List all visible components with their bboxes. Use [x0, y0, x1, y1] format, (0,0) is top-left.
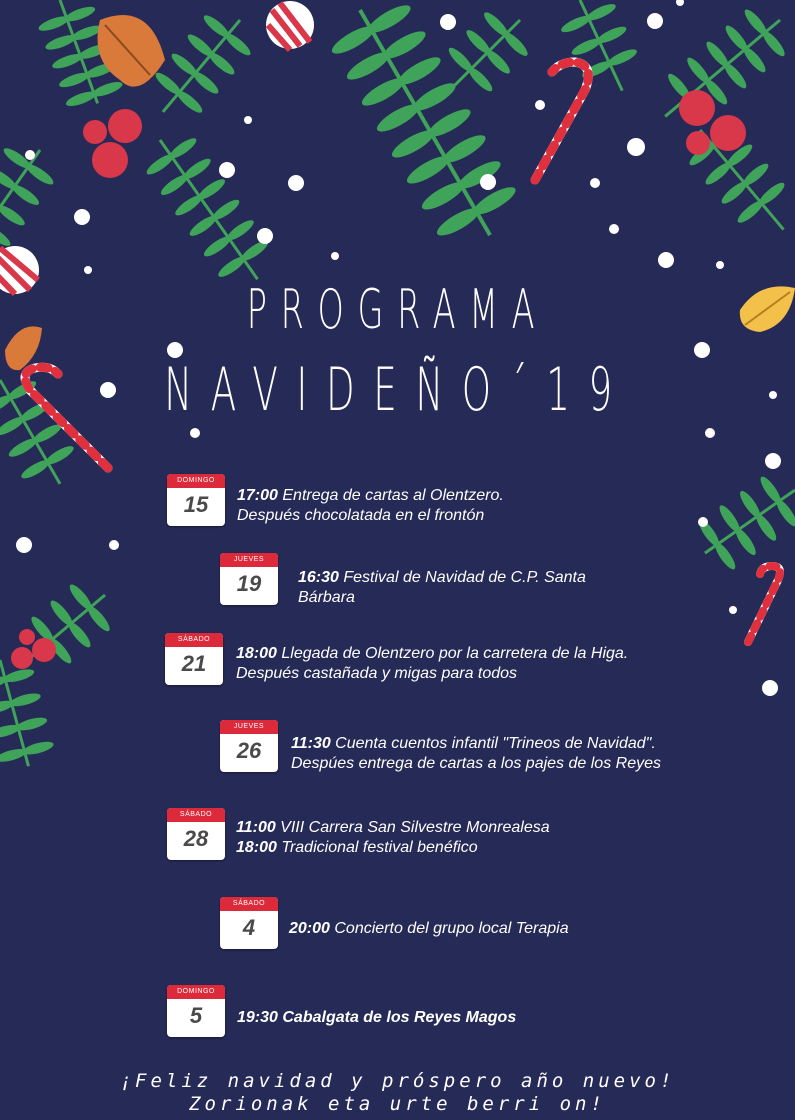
leaf-icon [740, 286, 795, 332]
calendar-icon [220, 720, 278, 772]
event-description: Festival de Navidad de C.P. Santa [338, 569, 586, 586]
event-description-line2: Bárbara [298, 589, 355, 606]
ornament-icon [0, 246, 39, 294]
event-text [291, 734, 661, 774]
calendar-icon [167, 808, 225, 860]
event-text [237, 1008, 516, 1028]
event-description: Cuenta cuentos infantil "Trineos de Navidad". [330, 735, 656, 752]
event-description: VIII Carrera San Silvestre Monrealesa [275, 819, 550, 836]
pine-branch-icon [553, 0, 650, 103]
event-text [236, 818, 550, 858]
leaf-icon [98, 15, 166, 87]
calendar-icon [220, 553, 278, 605]
event-description-line2: Despúes entrega de cartas a los pajes de los Reyes [291, 755, 661, 772]
calendar-weekday: DOMINGO [167, 985, 225, 999]
pine-branch-icon [135, 123, 282, 297]
calendar-day: 15 [183, 492, 209, 517]
calendar-weekday: JUEVES [220, 720, 278, 734]
event-description-line2: Después chocolatada en el frontón [237, 507, 485, 524]
title-line-1: PROGRAMA [246, 278, 549, 341]
event-description-line2: Tradicional festival benéfico [276, 839, 478, 856]
calendar-day: 4 [242, 915, 256, 940]
calendar-icon [167, 985, 225, 1037]
calendar-day: 5 [189, 1003, 203, 1028]
calendar-weekday: SÁBADO [167, 808, 225, 822]
calendar-day: 26 [236, 738, 262, 763]
event-time: 17:00 [237, 487, 278, 504]
candy-cane-icon [535, 62, 588, 180]
event-description: Cabalgata de los Reyes Magos [277, 1009, 517, 1026]
calendar-day: 19 [236, 571, 262, 596]
event-description-line2: Después castañada y migas para todos [236, 665, 518, 682]
calendar-weekday: DOMINGO [167, 474, 225, 488]
event-time: 11:00 [236, 819, 276, 836]
title-line-2: NAVIDEÑO´19 [164, 355, 631, 425]
event-time: 11:30 [291, 735, 331, 752]
calendar-day: 28 [183, 826, 209, 851]
event-text [289, 919, 569, 939]
ornament-icon [266, 1, 314, 50]
event-description: Llegada de Olentzero por la carretera de la Higa. [276, 645, 629, 662]
event-time: 20:00 [289, 920, 330, 937]
calendar-day: 21 [181, 651, 207, 676]
event-time: 16:30 [298, 569, 339, 586]
footer-greeting-basque: Zorionak eta urte berri on! [189, 1093, 606, 1115]
candy-cane-icon [748, 566, 780, 642]
event-time-2: 18:00 [236, 839, 277, 856]
event-time: 19:30 [237, 1009, 278, 1026]
calendar-weekday: JUEVES [220, 553, 278, 567]
event-text [298, 568, 586, 608]
event-time: 18:00 [236, 645, 277, 662]
event-text [237, 486, 504, 526]
event-text [236, 644, 628, 684]
calendar-icon [220, 897, 278, 949]
footer-greeting: ¡Feliz navidad y próspero año nuevo! [119, 1070, 676, 1092]
event-description: Entrega de cartas al Olentzero. [277, 487, 504, 504]
event-description: Concierto del grupo local Terapia [329, 920, 569, 937]
calendar-icon [165, 633, 223, 685]
calendar-icon [167, 474, 225, 526]
calendar-weekday: SÁBADO [220, 897, 278, 911]
calendar-weekday: SÁBADO [165, 633, 223, 647]
pine-branch-icon [321, 0, 529, 258]
pine-branch-icon [0, 652, 57, 774]
